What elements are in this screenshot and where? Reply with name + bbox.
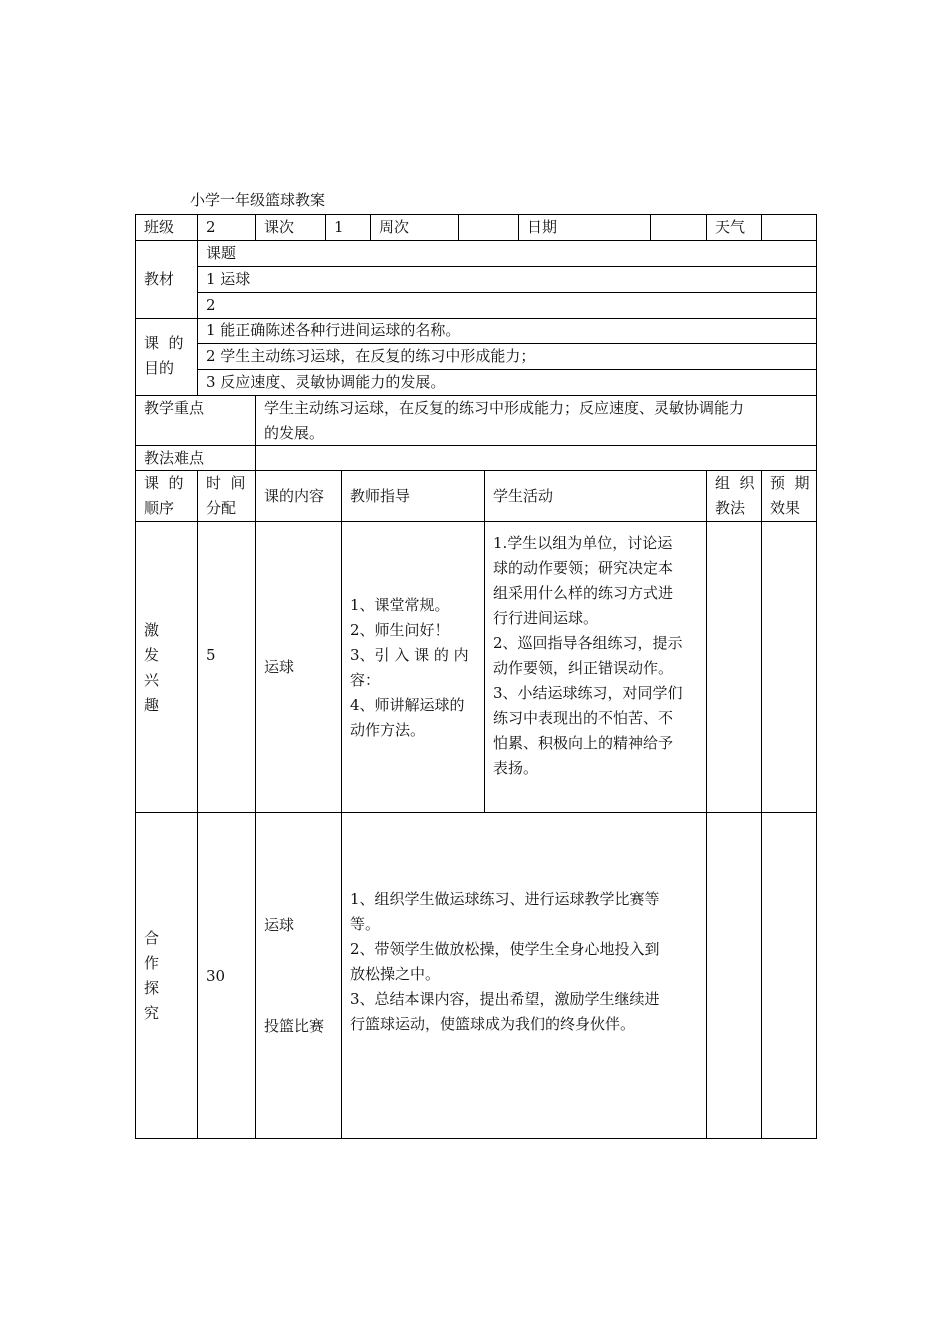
section1-student-line-8: 练习中表现出的不怕苦、不 [493, 709, 674, 727]
difficulties-label: 教法难点 [144, 449, 205, 467]
section1-student-line-6: 动作要领，纠正错误动作。 [493, 659, 674, 677]
col-time-line1: 时 间 [206, 474, 246, 492]
material-topic: 课题 [206, 244, 237, 262]
section1-student-line-1: 1.学生以组为单位，讨论运 [493, 534, 673, 552]
objective-line-2: 2 学生主动练习运球，在反复的练习中形成能力； [206, 347, 536, 365]
section1-stage-1: 激 [144, 621, 160, 639]
section1-stage-2: 发 [144, 646, 160, 664]
material-item-1: 1 运球 [206, 270, 251, 288]
section2-time: 30 [206, 967, 226, 985]
col-order-line1: 课 的 [144, 474, 184, 492]
objective-label-line2: 目的 [144, 359, 175, 377]
section1-student-line-3: 组采用什么样的练习方式进 [493, 584, 674, 602]
section2-line-5: 3、总结本课内容，提出希望，激励学生继续进 [350, 990, 660, 1008]
section1-teacher-line-6: 动作方法。 [350, 721, 426, 739]
section2-content-1: 运球 [264, 916, 295, 934]
section1-stage-4: 趣 [144, 696, 160, 714]
section2-stage-4: 究 [144, 1004, 160, 1022]
weather-label: 天气 [715, 218, 746, 236]
col-teacher: 教师指导 [350, 487, 411, 505]
section1-teacher-line-3: 3、引 入 课 的 内 [350, 646, 469, 664]
col-time-line2: 分配 [206, 499, 237, 517]
col-student: 学生活动 [493, 487, 554, 505]
section1-student-line-5: 2、巡回指导各组练习，提示 [493, 634, 683, 652]
section1-teacher-line-1: 1、课堂常规。 [350, 596, 450, 614]
material-item-2: 2 [206, 296, 216, 314]
date-label: 日期 [527, 218, 558, 236]
class-label: 班级 [144, 218, 175, 236]
class-value: 2 [206, 218, 216, 236]
key-points-line-1: 学生主动练习运球，在反复的练习中形成能力；反应速度、灵敏协调能力 [264, 399, 745, 417]
col-effect-line2: 效果 [770, 499, 801, 517]
objective-line-1: 1 能正确陈述各种行进间运球的名称。 [206, 321, 461, 339]
document-title: 小学一年级篮球教案 [190, 191, 326, 209]
section1-content: 运球 [264, 658, 295, 676]
col-effect-line1: 预 期 [770, 474, 810, 492]
material-label: 教材 [144, 270, 175, 288]
week-label: 周次 [379, 218, 410, 236]
section2-line-4: 放松操之中。 [350, 965, 441, 983]
objective-label-line1: 课 的 [144, 334, 184, 352]
col-order-line2: 顺序 [144, 499, 175, 517]
section2-line-1: 1、组织学生做运球练习、进行运球教学比赛等 [350, 890, 660, 908]
objective-line-3: 3 反应速度、灵敏协调能力的发展。 [206, 373, 446, 391]
section1-teacher-line-4: 容： [350, 671, 381, 689]
section1-student-line-10: 表扬。 [493, 759, 539, 777]
section1-teacher-line-5: 4、师讲解运球的 [350, 696, 465, 714]
section2-line-6: 行篮球运动，使篮球成为我们的终身伙伴。 [350, 1015, 636, 1033]
lesson-number-value: 1 [334, 218, 344, 236]
col-content: 课的内容 [264, 487, 325, 505]
key-points-label: 教学重点 [144, 399, 205, 417]
section2-line-3: 2、带领学生做放松操，使学生全身心地投入到 [350, 940, 660, 958]
key-points-line-2: 的发展。 [264, 424, 325, 442]
section2-stage-2: 作 [144, 954, 160, 972]
section2-content-2: 投篮比赛 [264, 1017, 325, 1035]
section1-student-line-2: 球的动作要领；研究决定本 [493, 559, 674, 577]
section1-teacher-line-2: 2、师生问好！ [350, 621, 450, 639]
col-org-line2: 教法 [715, 499, 746, 517]
section1-student-line-9: 怕累、积极向上的精神给予 [493, 734, 674, 752]
section1-student-line-7: 3、小结运球练习，对同学们 [493, 684, 683, 702]
section2-stage-1: 合 [144, 929, 160, 947]
section1-stage-3: 兴 [144, 671, 160, 689]
section2-line-2: 等。 [350, 915, 381, 933]
section1-student-line-4: 行行进间运球。 [493, 609, 599, 627]
section1-time: 5 [206, 646, 216, 664]
col-org-line1: 组 织 [715, 474, 755, 492]
lesson-number-label: 课次 [264, 218, 295, 236]
section2-stage-3: 探 [144, 979, 160, 997]
